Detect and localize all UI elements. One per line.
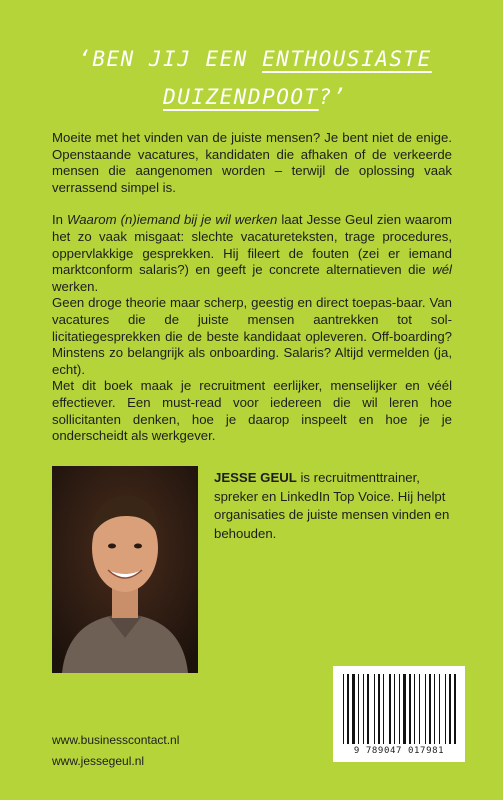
- barcode-bar: [394, 674, 395, 744]
- isbn-number: 9 789047 017981: [353, 746, 445, 756]
- barcode-bar: [399, 674, 400, 744]
- barcode-bar: [374, 674, 375, 744]
- author-portrait: [52, 466, 198, 673]
- barcode-bar: [409, 674, 411, 744]
- barcode-bar: [434, 674, 435, 744]
- barcode-bar: [358, 674, 359, 744]
- barcode-bar: [449, 674, 451, 744]
- blurb-paragraph-4: Met dit boek maak je recruitment eerlijker, menselijker en véél effectiever. Een must-read voor iedereen die wil leren hoe sollicitanten denken, hoe je daarop inspeelt en hoe je je onderscheidt als werkgever.: [52, 378, 452, 444]
- blurb-paragraph-2: [52, 212, 452, 295]
- author-name: JESSE GEUL: [214, 470, 297, 485]
- blurb-text: werken.: [52, 278, 99, 294]
- blurb-paragraph-3: Geen droge theorie maar scherp, geestig en direct toepas-baar. Van vacatures die de juiste mensen aantrekken tot sol-licitatiegesprekken die de beste kandidaat opleveren. Off-boarding? Minstens zo belangrijk als onboarding. Salaris? Altijd vermelden (ja, echt).: [52, 295, 452, 377]
- barcode-bar: [352, 674, 355, 744]
- author-bio-text: is recruitmenttrainer, spreker en LinkedIn Top Voice. Hij helpt organisaties de juiste mensen vinden en behouden.: [214, 470, 450, 541]
- author-bio: [214, 469, 454, 543]
- blurb-paragraph-1: Moeite met het vinden van de juiste mensen? Je bent niet de enige. Openstaande vacatures, kandidaten die afhaken of de verkeerde mensen die aangenomen worden – terwijl de oplossing vaak verrassend simpel is.: [52, 130, 452, 195]
- barcode-bar: [429, 674, 431, 744]
- barcode-bar: [347, 674, 349, 744]
- blurb-text: laat Jesse Geul zien waarom het zo vaak misgaat: slechte vacatureteksten, trage procedures, oppervlakkige gesprekken. Hij fileert de fouten (zei er iemand marktconform salaris?) en geeft je concrete alternatieven die: [52, 212, 452, 278]
- blurb-text: In: [52, 212, 67, 228]
- barcode-bar: [343, 674, 344, 744]
- author-photo: [52, 466, 198, 673]
- barcode-bar: [439, 674, 440, 744]
- barcode-bar: [389, 674, 391, 744]
- quote-text: ?’: [318, 85, 347, 109]
- barcode-bar: [378, 674, 380, 744]
- website-links: [52, 730, 179, 772]
- quote-underlined-word: DUIZENDPOOT: [163, 85, 319, 109]
- barcode-bar: [419, 674, 420, 744]
- tagline-quote: [40, 40, 470, 116]
- quote-line-2: [40, 78, 470, 116]
- author-website-link[interactable]: www.jessegeul.nl: [52, 754, 145, 768]
- barcode-bar: [367, 674, 369, 744]
- blurb: [52, 130, 452, 445]
- barcode-bar: [403, 674, 406, 744]
- barcode-bar: [425, 674, 426, 744]
- emphasis: wél: [432, 262, 452, 278]
- isbn-barcode: [333, 666, 465, 762]
- book-title: Waarom (n)iemand bij je wil werken: [67, 212, 278, 228]
- barcode-bar: [383, 674, 384, 744]
- barcode-bar: [414, 674, 415, 744]
- quote-line-1: [40, 40, 470, 78]
- barcode-bar: [445, 674, 446, 744]
- barcode-bar: [454, 674, 456, 744]
- publisher-website-link[interactable]: www.businesscontact.nl: [52, 733, 180, 747]
- barcode-bar: [363, 674, 364, 744]
- quote-underlined-word: ENTHOUSIASTE: [262, 47, 432, 71]
- quote-text: ‘BEN JIJ EEN: [78, 47, 263, 71]
